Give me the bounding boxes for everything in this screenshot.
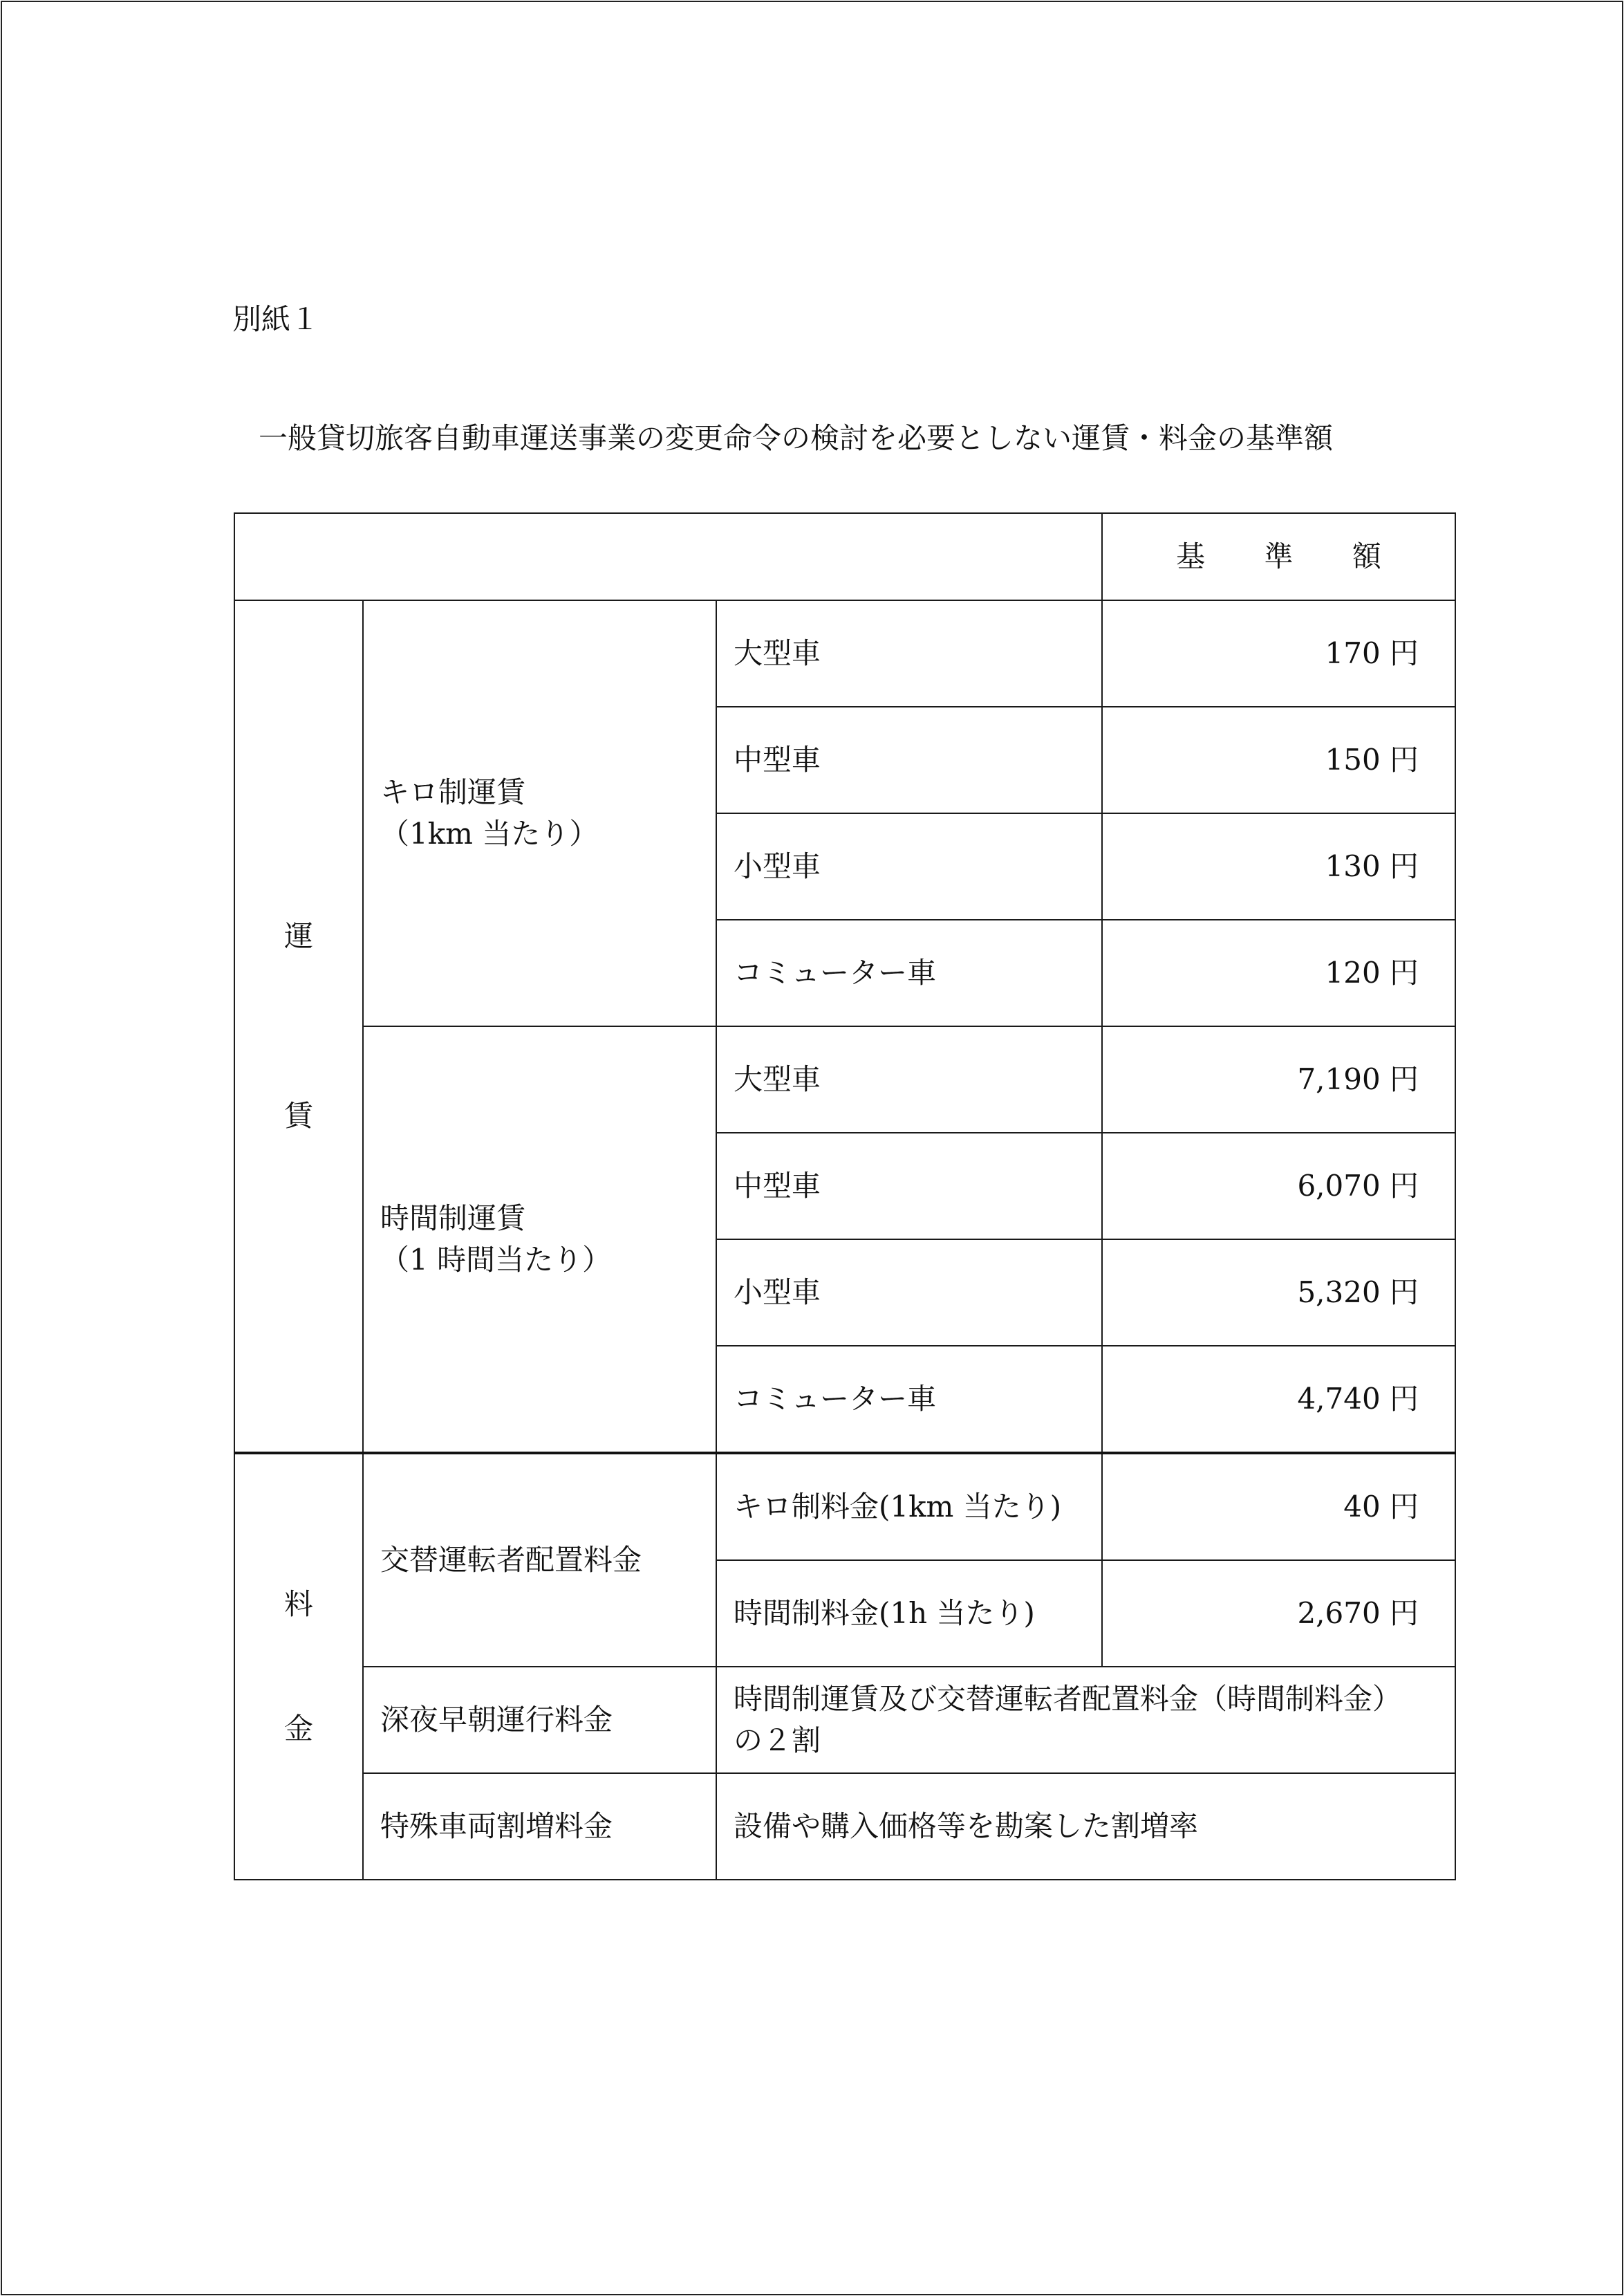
table-row xyxy=(234,1453,1455,1560)
late-night-value-line: の２割 xyxy=(734,1723,821,1757)
fare-category-char: 運 xyxy=(283,919,313,953)
late-night-value-line: 時間制運賃及び交替運転者配置料金（時間制料金） xyxy=(734,1682,1402,1716)
amount-cell: 6,070 円 xyxy=(1102,1133,1455,1239)
km-rate-label: キロ制運賃 xyxy=(380,775,526,809)
amount-cell: 5,320 円 xyxy=(1102,1239,1455,1346)
amount-cell: 150 円 xyxy=(1102,707,1455,813)
header-blank-cell xyxy=(234,513,1102,600)
amount-cell: 7,190 円 xyxy=(1102,1026,1455,1133)
relief-driver-label-cell: 交替運転者配置料金 xyxy=(363,1453,716,1667)
vehicle-type-cell: 小型車 xyxy=(716,813,1102,920)
fare-standard-table xyxy=(234,512,1456,1880)
table-row xyxy=(234,1026,1455,1133)
vehicle-type-cell: 大型車 xyxy=(716,1026,1102,1133)
late-night-value-cell xyxy=(716,1667,1455,1773)
spacer xyxy=(235,957,362,1095)
header-amount-cell: 基 準 額 xyxy=(1102,513,1455,600)
spacer xyxy=(235,1625,362,1708)
amount-cell: 4,740 円 xyxy=(1102,1346,1455,1453)
table-row xyxy=(234,1667,1455,1773)
table-header-row xyxy=(234,513,1455,600)
charges-category-char: 料 xyxy=(283,1587,313,1621)
document-title: 一般貸切旅客自動車運送事業の変更命令の検討を必要としない運賃・料金の基準額 xyxy=(259,421,1334,455)
km-rate-label-cell xyxy=(363,600,716,1026)
amount-cell: 120 円 xyxy=(1102,920,1455,1026)
special-vehicle-label-cell: 特殊車両割増料金 xyxy=(363,1773,716,1880)
charge-item-cell: 時間制料金(1h 当たり) xyxy=(716,1560,1102,1667)
vehicle-type-cell: 小型車 xyxy=(716,1239,1102,1346)
charges-category-char: 金 xyxy=(283,1712,313,1746)
attachment-label: 別紙１ xyxy=(232,302,320,336)
vehicle-type-cell: 中型車 xyxy=(716,1133,1102,1239)
special-vehicle-value-cell: 設備や購入価格等を勘案した割増率 xyxy=(716,1773,1455,1880)
amount-cell: 2,670 円 xyxy=(1102,1560,1455,1667)
late-night-label-cell: 深夜早朝運行料金 xyxy=(363,1667,716,1773)
hour-rate-label-cell xyxy=(363,1026,716,1453)
amount-cell: 170 円 xyxy=(1102,600,1455,707)
vehicle-type-cell: 中型車 xyxy=(716,707,1102,813)
table-row xyxy=(234,1773,1455,1880)
fare-category-cell xyxy=(234,600,363,1453)
hour-rate-label: 時間制運賃 xyxy=(380,1201,526,1235)
vehicle-type-cell: 大型車 xyxy=(716,600,1102,707)
charge-item-cell: キロ制料金(1km 当たり) xyxy=(716,1453,1102,1560)
km-rate-unit: （1km 当たり） xyxy=(380,817,599,851)
fare-category-char: 賃 xyxy=(283,1099,313,1133)
vehicle-type-cell: コミューター車 xyxy=(716,1346,1102,1453)
amount-cell: 40 円 xyxy=(1102,1453,1455,1560)
table-row xyxy=(234,600,1455,707)
hour-rate-unit: （1 時間当たり） xyxy=(380,1243,612,1277)
amount-cell: 130 円 xyxy=(1102,813,1455,920)
charges-category-cell xyxy=(234,1453,363,1880)
vehicle-type-cell: コミューター車 xyxy=(716,920,1102,1026)
